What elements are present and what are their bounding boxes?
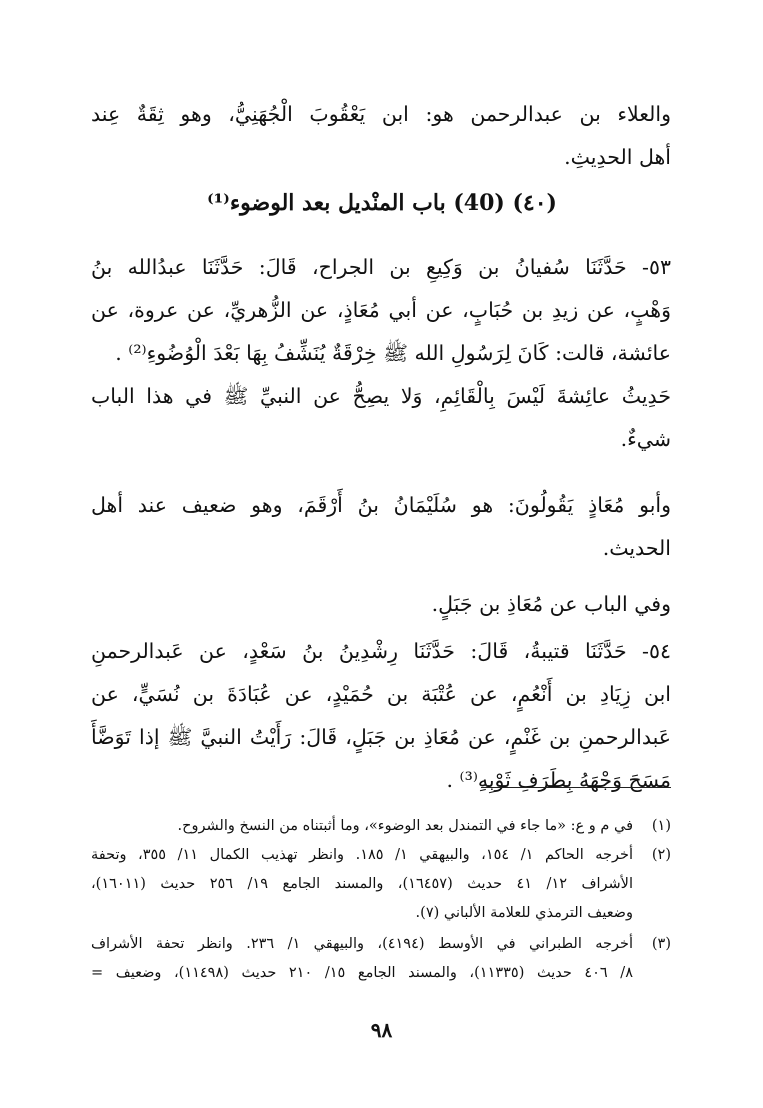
text-line: وفي الباب عن مُعَاذِ بن جَبَلٍ. (431, 592, 671, 616)
hadith-53 (91, 246, 671, 375)
footnote-number: (٢) (651, 847, 671, 863)
text-line: حَدِيثُ عائِشةَ لَيْسَ بِالْقَائِمِ، وَلا يصِحُّ عن النبيِّ ﷺ في هذا الباب (91, 384, 671, 408)
text-line: عائشة، قالت: كَانَ لِرَسُولِ الله ﷺ خِرْقَةٌ يُنَشِّفُ بِهَا بَعْدَ الْوُضُوءِ⁽²⁾ . (115, 341, 671, 365)
footnote-3 (91, 930, 671, 988)
footnote-text (91, 812, 633, 841)
footnote-number: (٣) (651, 936, 671, 952)
text-line: الحديث. (602, 536, 671, 560)
footnote-text (91, 930, 633, 988)
text-line: في م و ع: «ما جاء في التمندل بعد الوضوء»، وما أثبتناه من النسخ والشروح. (177, 818, 633, 834)
text-line: والعلاء بن عبدالرحمن هو: ابن يَعْقُوبَ الْجُهَنِيُّ، وهو ثِقَةٌ عِند (91, 102, 671, 126)
paragraph-narrator-note (91, 93, 671, 179)
footnote-separator (481, 787, 671, 788)
text-line: أخرجه الحاكم ١/ ١٥٤، والبيهقي ١/ ١٨٥. وانظر تهذيب الكمال ١١/ ٣٥٥، وتحفة (91, 847, 633, 863)
footnote-text (91, 841, 633, 928)
text-line: وضعيف الترمذي للعلامة الألباني (٧). (415, 905, 633, 921)
text-line: أهل الحدِيثِ. (564, 145, 671, 169)
text-line: ٥٣- حَدَّثَنَا سُفيانُ بن وَكِيعِ بن الجراح، قَالَ: حَدَّثَنَا عبدُالله بنُ (91, 255, 671, 279)
paragraph-hadith-grading (91, 375, 671, 461)
text-line: ٨/ ٤٠٦ حديث (١١٣٣٥)، والمسند الجامع ١٥/ ٢١٠ حديث (١١٤٩٨)، وضعيف = (91, 965, 633, 981)
text-line: وأبو مُعَاذٍ يَقُولُونَ: هو سُلَيْمَانُ بنُ أَرْقَمَ، وهو ضعيف عند أهل (91, 493, 671, 517)
hadith-54 (91, 630, 671, 802)
text-line: الأشراف ١٢/ ٤١ حديث (١٦٤٥٧)، والمسند الجامع ١٩/ ٢٥٦ حديث (١٦٠١١)، (91, 876, 633, 892)
text-line: ابن زِيَادِ بن أَنْعُمٍ، عن عُتْبَة بن حُمَيْدٍ، عن عُبَادَةَ بن نُسَيٍّ، عن (91, 682, 671, 706)
text-line: ٥٤- حَدَّثَنَا قتيبةُ، قَالَ: حَدَّثَنَا رِشْدِينُ بنُ سَعْدٍ، عن عَبدالرحمنِ (91, 639, 671, 663)
footnote-2 (91, 841, 671, 928)
paragraph-chapter-reference (91, 583, 671, 626)
text-line: عَبدالرحمنِ بن غَنْمٍ، عن مُعَاذِ بن جَبَلٍ، قَالَ: رَأَيْتُ النبيَّ ﷺ إذا تَوَضَّأَ (91, 725, 671, 749)
paragraph-narrator-identity (91, 484, 671, 570)
text-line: أخرجه الطبراني في الأوسط (٤١٩٤)، والبيهقي ١/ ٢٣٦. وانظر تحفة الأشراف (91, 936, 633, 952)
chapter-heading: (٤٠) (40) باب المنْديل بعد الوضوء⁽¹⁾ (207, 190, 557, 216)
text-line: شيءٌ. (620, 427, 671, 451)
footnote-1 (91, 812, 671, 841)
text-line: وَهْبٍ، عن زيدِ بن حُبَابٍ، عن أبي مُعَاذٍ، عن الزُّهريِّ، عن عروة، عن (91, 298, 671, 322)
page-number: ٩٨ (370, 1018, 393, 1042)
footnote-number: (١) (651, 818, 671, 834)
text-line: مَسَحَ وَجْهَهُ بِطَرَفِ ثَوْبِهِ⁽³⁾ . (446, 768, 671, 792)
